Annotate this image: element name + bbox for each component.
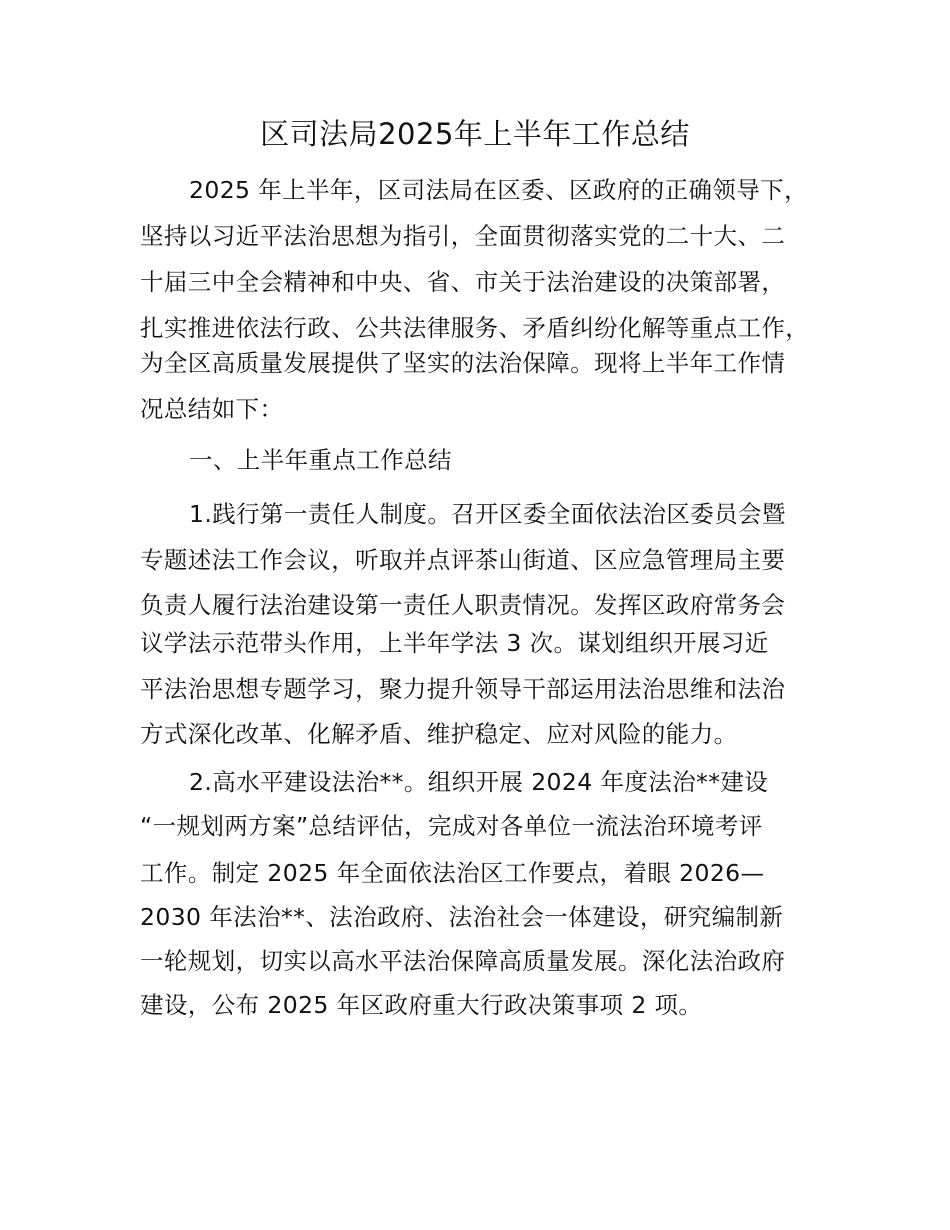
paragraph-line: 为全区高质量发展提供了坚实的法治保障。现将上半年工作情 [140, 349, 786, 377]
paragraph-line: 坚持以习近平法治思想为指引，全面贯彻落实党的二十大、二 [140, 222, 786, 250]
paragraph-line: 工作。制定 2025 年全面依法治区工作要点，着眼 2026— [140, 859, 765, 887]
paragraph-line: 平法治思想专题学习，聚力提升领导干部运用法治思维和法治 [140, 675, 786, 703]
paragraph-line: 专题述法工作会议，听取并点评茶山街道、区应急管理局主要 [140, 546, 786, 574]
paragraph-line: 2025 年上半年，区司法局在区委、区政府的正确领导下， [189, 176, 808, 204]
paragraph-line: 一轮规划，切实以高水平法治保障高质量发展。深化法治政府 [140, 947, 786, 975]
paragraph-line: 负责人履行法治建设第一责任人职责情况。发挥区政府常务会 [140, 591, 786, 619]
paragraph-line: 2.高水平建设法治**。组织开展 2024 年度法治**建设 [189, 768, 769, 796]
document-title: 区司法局2025年上半年工作总结 [260, 117, 690, 151]
paragraph-line: 2030 年法治**、法治政府、法治社会一体建设，研究编制新 [140, 903, 784, 931]
paragraph-line: 况总结如下： [140, 395, 284, 423]
section-heading: 一、上半年重点工作总结 [189, 446, 452, 474]
paragraph-line: “一规划两方案”总结评估，完成对各单位一流法治环境考评 [140, 812, 763, 840]
paragraph-line: 方式深化改革、化解矛盾、维护稳定、应对风险的能力。 [140, 720, 738, 748]
paragraph-line: 议学法示范带头作用，上半年学法 3 次。谋划组织开展习近 [140, 629, 769, 657]
paragraph-line: 扎实推进依法行政、公共法律服务、矛盾纠纷化解等重点工作， [140, 314, 810, 342]
paragraph-line: 建设，公布 2025 年区政府重大行政决策事项 2 项。 [140, 991, 703, 1019]
paragraph-line: 1.践行第一责任人制度。召开区委全面依法治区委员会暨 [189, 500, 786, 528]
paragraph-line: 十届三中全会精神和中央、省、市关于法治建设的决策部署， [140, 268, 786, 296]
